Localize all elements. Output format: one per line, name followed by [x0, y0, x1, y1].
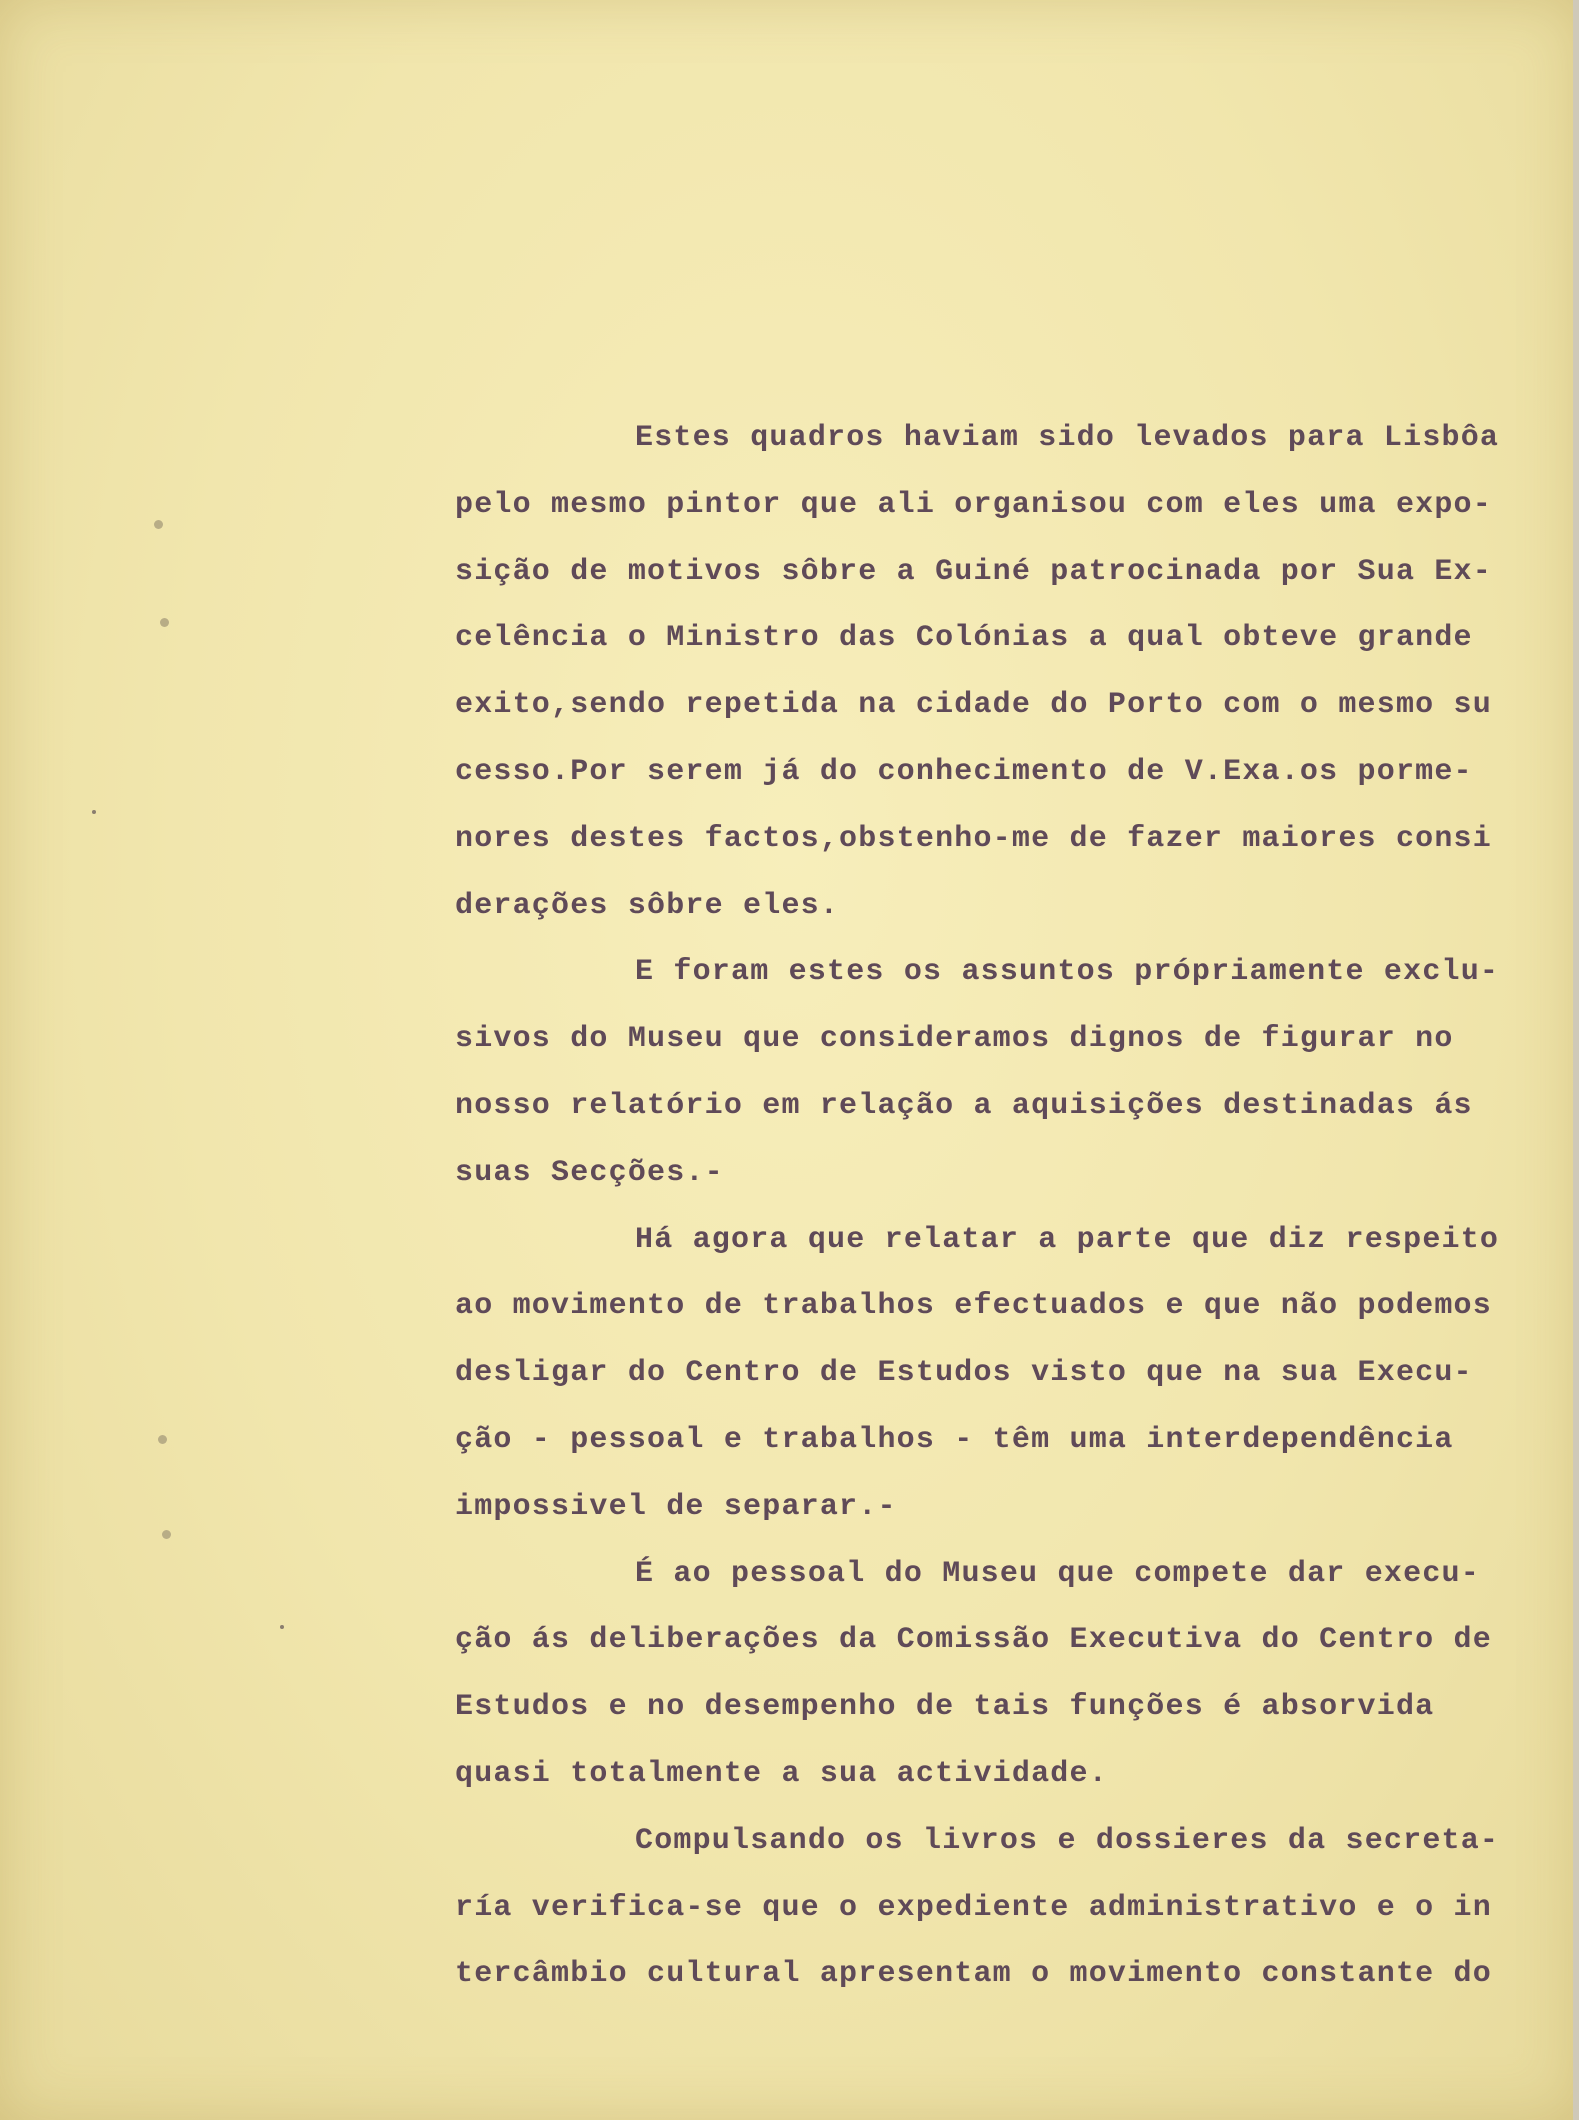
text-line: sivos do Museu que consideramos dignos de figurar no: [455, 1022, 1454, 1057]
text-line: ção - pessoal e trabalhos - têm uma interdependência: [455, 1422, 1454, 1457]
text-line: Estes quadros haviam sido levados para Lisbôa: [635, 421, 1500, 455]
text-line: ção ás deliberações da Comissão Executiva do Centro de: [455, 1623, 1492, 1658]
text-line: E foram estes os assuntos própriamente exclu-: [635, 955, 1500, 990]
text-line: celência o Ministro das Colónias a qual obteve grande: [455, 621, 1473, 656]
text-line: Há agora que relatar a parte que diz respeito: [635, 1222, 1500, 1257]
text-line: ao movimento de trabalhos efectuados e que não podemos: [455, 1289, 1492, 1324]
text-line: pelo mesmo pintor que ali organisou com eles uma expo-: [455, 487, 1492, 522]
punch-hole-mark: [160, 618, 169, 627]
text-line: cesso.Por serem já do conhecimento de V.Exa.os porme-: [455, 754, 1473, 789]
text-line: quasi totalmente a sua actividade.: [455, 1756, 1108, 1791]
text-line: tercâmbio cultural apresentam o movimento constante do: [455, 1957, 1492, 1992]
text-line: Compulsando os livros e dossieres da secreta-: [635, 1823, 1500, 1858]
punch-hole-mark: [158, 1435, 167, 1444]
typed-text-body: [455, 405, 1540, 2008]
text-line: impossivel de separar.-: [455, 1489, 897, 1524]
paper-speck: [280, 1625, 284, 1629]
text-line: exito,sendo repetida na cidade do Porto com o mesmo su: [455, 688, 1492, 723]
text-line: Estudos e no desempenho de tais funções é absorvida: [455, 1690, 1435, 1725]
page-edge: [1573, 0, 1579, 2120]
text-line: ría verifica-se que o expediente administrativo e o in: [455, 1890, 1492, 1925]
punch-hole-mark: [154, 520, 163, 529]
text-line: suas Secções.-: [455, 1155, 724, 1190]
text-line: derações sôbre eles.: [455, 888, 840, 923]
text-line: nores destes factos,obstenho-me de fazer maiores consi: [455, 821, 1492, 856]
text-line: sição de motivos sôbre a Guiné patrocinada por Sua Ex-: [455, 554, 1492, 589]
paper-speck: [92, 810, 96, 814]
text-line: nosso relatório em relação a aquisições destinadas ás: [455, 1088, 1473, 1123]
text-line: É ao pessoal do Museu que compete dar execu-: [635, 1556, 1480, 1591]
text-line: desligar do Centro de Estudos visto que na sua Execu-: [455, 1356, 1473, 1391]
punch-hole-mark: [162, 1530, 171, 1539]
